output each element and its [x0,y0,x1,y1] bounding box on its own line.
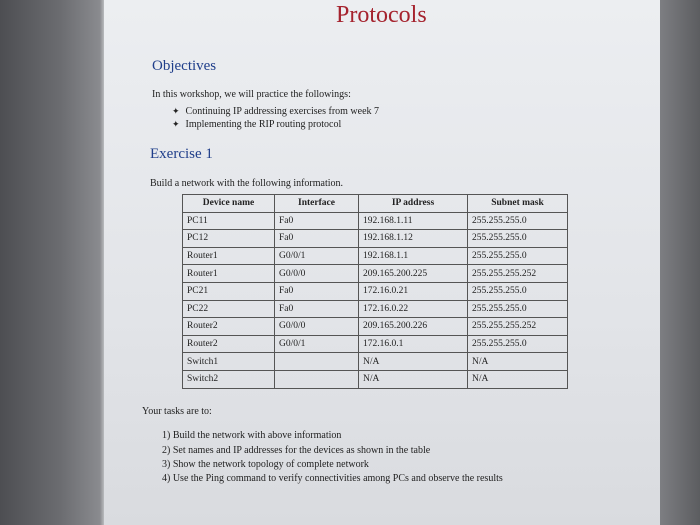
cell-device: PC11 [183,212,275,230]
cell-device: Router1 [183,247,275,265]
cell-mask: 255.255.255.0 [468,230,568,248]
cell-device: Router2 [183,318,275,336]
table-row [183,212,568,230]
task-item: 4) Use the Ping command to verify connectivities among PCs and observe the results [162,473,503,484]
device-table [182,194,568,389]
table-row [183,318,568,336]
bullet-icon: ✦ [172,106,180,116]
cell-ip: 192.168.1.12 [359,230,468,248]
header-device-name: Device name [183,195,275,213]
table-header-row [183,195,568,213]
objectives-heading: Objectives [152,58,217,74]
cell-interface: Fa0 [275,300,359,318]
exercise-heading: Exercise 1 [150,146,213,162]
cell-mask: N/A [468,370,568,388]
cell-ip: 209.165.200.225 [359,265,468,283]
cell-ip: 192.168.1.11 [359,212,468,230]
cell-interface: G0/0/0 [275,318,359,336]
cell-device: PC22 [183,300,275,318]
cell-mask: N/A [468,353,568,371]
table-row [183,230,568,248]
objective-text: Implementing the RIP routing protocol [185,119,342,130]
cell-mask: 255.255.255.0 [468,300,568,318]
cell-device: PC12 [183,230,275,248]
cell-ip: 209.165.200.226 [359,318,468,336]
cell-ip: N/A [359,370,468,388]
cell-ip: 172.16.0.21 [359,282,468,300]
task-item: 2) Set names and IP addresses for the devices as shown in the table [162,445,431,456]
table-row [183,282,568,300]
header-subnet-mask: Subnet mask [468,195,568,213]
table-row [183,247,568,265]
header-interface: Interface [275,195,359,213]
cell-interface: G0/0/0 [275,265,359,283]
cell-mask: 255.255.255.0 [468,282,568,300]
header-ip-address: IP address [359,195,468,213]
cell-interface: Fa0 [275,230,359,248]
cell-ip: 172.16.0.1 [359,335,468,353]
objective-bullet [172,106,379,117]
table-row [183,335,568,353]
cell-interface: Fa0 [275,282,359,300]
cell-ip: N/A [359,353,468,371]
table-row [183,353,568,371]
document-page [104,0,660,525]
cell-mask: 255.255.255.0 [468,212,568,230]
tasks-heading: Your tasks are to: [142,406,212,417]
cell-interface: G0/0/1 [275,247,359,265]
cell-mask: 255.255.255.252 [468,265,568,283]
table-row [183,265,568,283]
task-item: 3) Show the network topology of complete network [162,459,369,470]
exercise-instructions: Build a network with the following information. [150,178,344,189]
cell-interface [275,353,359,371]
cell-interface [275,370,359,388]
cell-device: Switch2 [183,370,275,388]
cell-device: Router2 [183,335,275,353]
cell-interface: G0/0/1 [275,335,359,353]
cell-ip: 192.168.1.1 [359,247,468,265]
objective-text: Continuing IP addressing exercises from week 7 [185,106,380,117]
objectives-intro: In this workshop, we will practice the followings: [152,89,351,100]
objective-bullet [172,119,341,130]
task-item: 1) Build the network with above information [162,430,342,441]
cell-ip: 172.16.0.22 [359,300,468,318]
bullet-icon: ✦ [172,119,180,129]
cell-mask: 255.255.255.0 [468,247,568,265]
cell-device: Switch1 [183,353,275,371]
cell-device: PC21 [183,282,275,300]
cell-mask: 255.255.255.252 [468,318,568,336]
cell-device: Router1 [183,265,275,283]
cell-mask: 255.255.255.0 [468,335,568,353]
table-row [183,370,568,388]
cell-interface: Fa0 [275,212,359,230]
table-row [183,300,568,318]
page-title: Protocols [336,2,427,28]
